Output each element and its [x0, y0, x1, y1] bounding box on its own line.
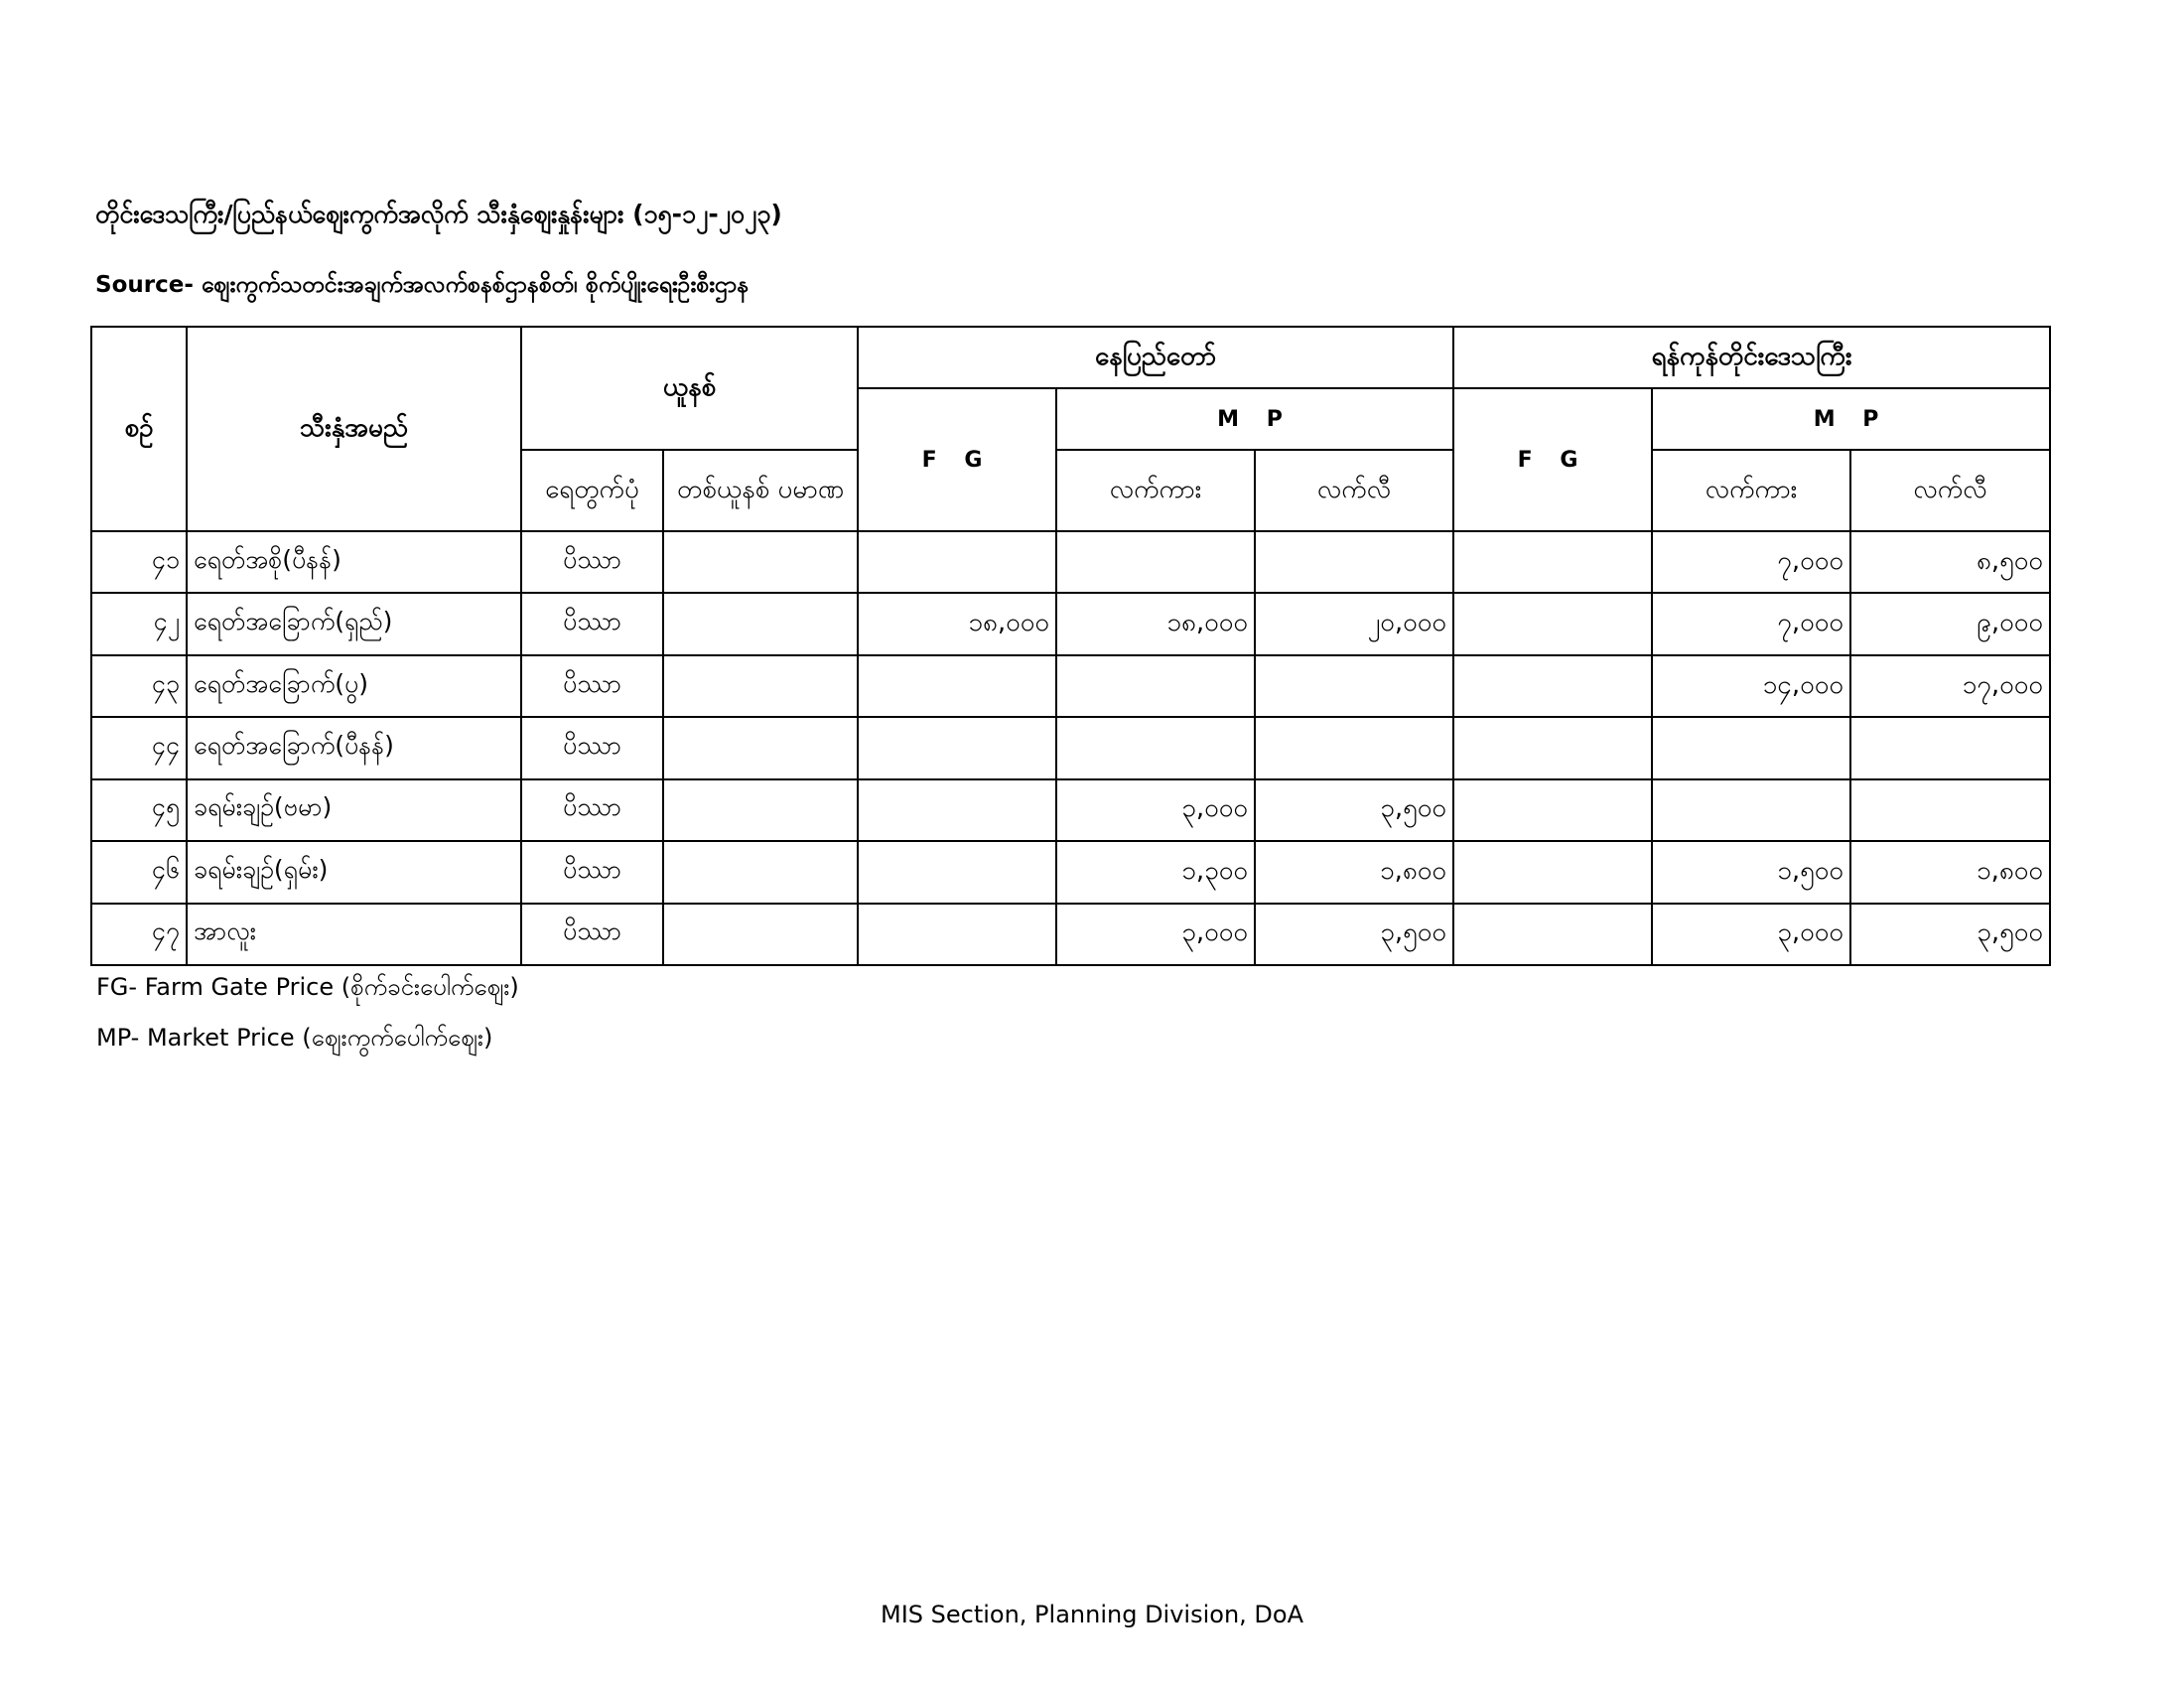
cell-npt-wholesale: ၃,၀၀၀: [1056, 904, 1255, 965]
cell-unit: ပိဿာ: [521, 593, 663, 654]
cell-no: ၄၂: [91, 593, 187, 654]
cell-weight: [663, 655, 858, 717]
cell-no: ၄၃: [91, 655, 187, 717]
cell-ygn-retail: ၁,၈၀၀: [1850, 841, 2050, 903]
header-npt-wholesale: လက်ကား: [1056, 450, 1255, 531]
header-ygn-fg: F G: [1453, 388, 1652, 531]
source-line: Source- ဈေးကွက်သတင်းအချက်အလက်စနစ်ဌာနစိတ်၊ စိုက်ပျိုးရေးဦးစီးဌာန: [95, 272, 750, 298]
cell-unit: ပိဿာ: [521, 655, 663, 717]
cell-unit: ပိဿာ: [521, 779, 663, 841]
cell-npt-wholesale: [1056, 717, 1255, 778]
table-row: [91, 904, 2050, 965]
cell-ygn-wholesale: [1652, 779, 1850, 841]
cell-crop-name: ခရမ်းချဉ်(ဗမာ): [187, 779, 521, 841]
cell-npt-fg: ၁၈,၀၀၀: [858, 593, 1056, 654]
cell-npt-fg: [858, 655, 1056, 717]
cell-ygn-fg: [1453, 779, 1652, 841]
cell-ygn-wholesale: ၁,၅၀၀: [1652, 841, 1850, 903]
footnote-fg: FG- Farm Gate Price (စိုက်ခင်းပေါက်ဈေး): [96, 973, 519, 1001]
table-row: [91, 717, 2050, 778]
header-region-yangon: ရန်ကုန်တိုင်းဒေသကြီး: [1453, 327, 2050, 388]
header-ygn-wholesale: လက်ကား: [1652, 450, 1850, 531]
header-region-naypyitaw: နေပြည်တော်: [858, 327, 1453, 388]
cell-npt-wholesale: [1056, 655, 1255, 717]
cell-unit: ပိဿာ: [521, 531, 663, 593]
cell-npt-retail: [1255, 655, 1453, 717]
cell-crop-name: ရေတ်အခြောက်(ပွ): [187, 655, 521, 717]
cell-npt-fg: [858, 779, 1056, 841]
cell-npt-retail: ၁,၈၀၀: [1255, 841, 1453, 903]
cell-no: ၄၇: [91, 904, 187, 965]
cell-ygn-wholesale: ၇,၀၀၀: [1652, 531, 1850, 593]
header-crop-name: သီးနှံအမည်: [187, 327, 521, 531]
cell-crop-name: ရေတ်အခြောက်(ပီနန်): [187, 717, 521, 778]
cell-ygn-fg: [1453, 655, 1652, 717]
cell-npt-retail: [1255, 717, 1453, 778]
cell-ygn-wholesale: ၁၄,၀၀၀: [1652, 655, 1850, 717]
cell-ygn-retail: ၈,၅၀၀: [1850, 531, 2050, 593]
header-npt-mp: M P: [1056, 388, 1453, 450]
header-unit: ယူနစ်: [521, 327, 858, 450]
cell-ygn-wholesale: [1652, 717, 1850, 778]
table-row: [91, 593, 2050, 654]
table-row: [91, 779, 2050, 841]
cell-npt-fg: [858, 841, 1056, 903]
cell-weight: [663, 717, 858, 778]
cell-no: ၄၁: [91, 531, 187, 593]
cell-npt-wholesale: ၁,၃၀၀: [1056, 841, 1255, 903]
cell-ygn-wholesale: ၇,၀၀၀: [1652, 593, 1850, 654]
header-no: စဉ်: [91, 327, 187, 531]
cell-ygn-fg: [1453, 841, 1652, 903]
price-table: [90, 326, 2051, 966]
cell-weight: [663, 904, 858, 965]
cell-crop-name: ရေတ်အစို(ပီနန်): [187, 531, 521, 593]
table-row: [91, 655, 2050, 717]
table-row: [91, 531, 2050, 593]
cell-crop-name: ခရမ်းချဉ်(ရှမ်း): [187, 841, 521, 903]
cell-ygn-retail: [1850, 717, 2050, 778]
page-footer: MIS Section, Planning Division, DoA: [880, 1601, 1303, 1628]
cell-unit: ပိဿာ: [521, 717, 663, 778]
header-unit-weight: တစ်ယူနစ် ပမာဏ: [663, 450, 858, 531]
cell-weight: [663, 593, 858, 654]
cell-ygn-retail: ၁၇,၀၀၀: [1850, 655, 2050, 717]
cell-no: ၄၅: [91, 779, 187, 841]
cell-ygn-retail: ၃,၅၀၀: [1850, 904, 2050, 965]
cell-npt-wholesale: ၁၈,၀၀၀: [1056, 593, 1255, 654]
cell-weight: [663, 841, 858, 903]
cell-ygn-wholesale: ၃,၀၀၀: [1652, 904, 1850, 965]
cell-npt-wholesale: [1056, 531, 1255, 593]
table-row: [91, 841, 2050, 903]
cell-npt-fg: [858, 531, 1056, 593]
cell-ygn-retail: [1850, 779, 2050, 841]
page-title: တိုင်းဒေသကြီး/ပြည်နယ်ဈေးကွက်အလိုက် သီးနှံဈေးနှုန်းများ (၁၅-၁၂-၂၀၂၃): [95, 200, 782, 228]
cell-ygn-fg: [1453, 531, 1652, 593]
cell-npt-fg: [858, 904, 1056, 965]
cell-unit: ပိဿာ: [521, 904, 663, 965]
cell-ygn-fg: [1453, 717, 1652, 778]
cell-npt-retail: ၂၀,၀၀၀: [1255, 593, 1453, 654]
cell-npt-wholesale: ၃,၀၀၀: [1056, 779, 1255, 841]
cell-ygn-retail: ၉,၀၀၀: [1850, 593, 2050, 654]
cell-npt-retail: ၃,၅၀၀: [1255, 779, 1453, 841]
header-unit-count: ရေတွက်ပုံ: [521, 450, 663, 531]
header-ygn-mp: M P: [1652, 388, 2050, 450]
cell-weight: [663, 779, 858, 841]
cell-npt-fg: [858, 717, 1056, 778]
cell-npt-retail: [1255, 531, 1453, 593]
header-npt-fg: F G: [858, 388, 1056, 531]
cell-weight: [663, 531, 858, 593]
cell-npt-retail: ၃,၅၀၀: [1255, 904, 1453, 965]
cell-unit: ပိဿာ: [521, 841, 663, 903]
footnote-mp: MP- Market Price (ဈေးကွက်ပေါက်ဈေး): [96, 1024, 493, 1052]
cell-crop-name: အာလူး: [187, 904, 521, 965]
cell-no: ၄၆: [91, 841, 187, 903]
cell-ygn-fg: [1453, 593, 1652, 654]
header-npt-retail: လက်လီ: [1255, 450, 1453, 531]
header-ygn-retail: လက်လီ: [1850, 450, 2050, 531]
cell-no: ၄၄: [91, 717, 187, 778]
cell-ygn-fg: [1453, 904, 1652, 965]
cell-crop-name: ရေတ်အခြောက်(ရှည်): [187, 593, 521, 654]
